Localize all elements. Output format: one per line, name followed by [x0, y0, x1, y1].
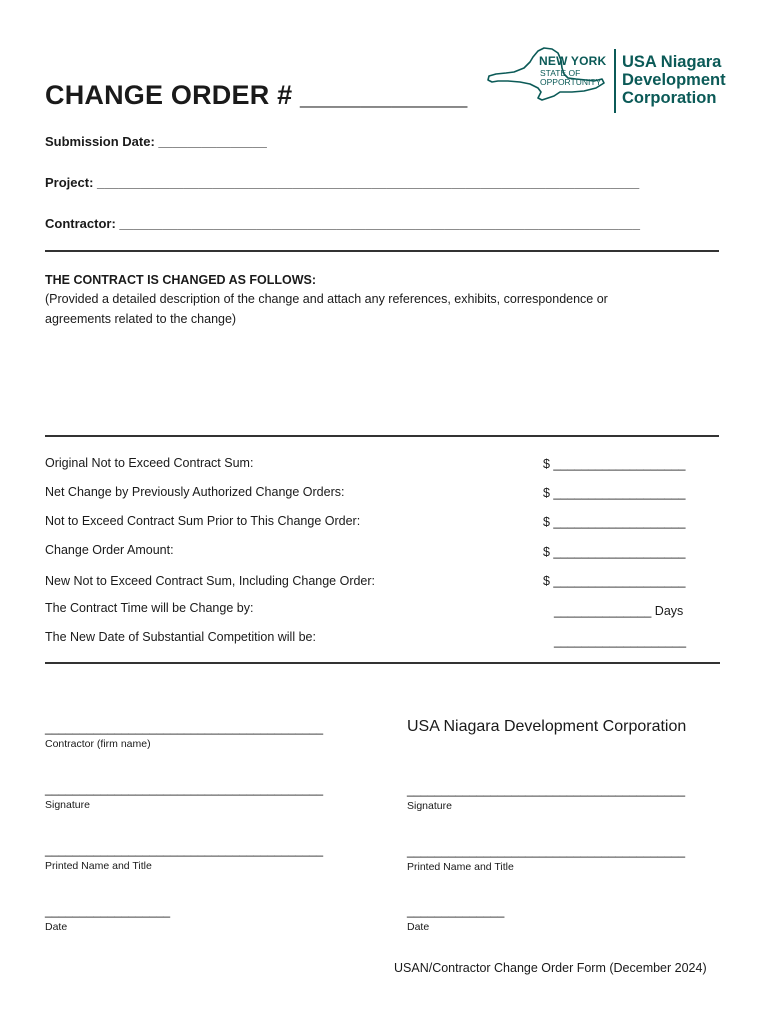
project-field[interactable]: Project: ___________________________________________________________________________ — [45, 175, 640, 190]
form-footer: USAN/Contractor Change Order Form (December 2024) — [394, 961, 707, 975]
contractor-printed-name-label: Printed Name and Title — [45, 860, 152, 872]
prior-sum-label: Not to Exceed Contract Sum Prior to This Change Order: — [45, 514, 361, 528]
contractor-date-line[interactable]: __________________ — [45, 904, 171, 918]
divider-top — [45, 250, 719, 252]
contract-time-label: The Contract Time will be Change by: — [45, 601, 254, 615]
usan-logo: USA Niagara Development Corporation — [622, 53, 726, 107]
logo-divider — [614, 49, 616, 113]
usan-date-label: Date — [407, 921, 430, 933]
ny-tagline: STATE OF OPPORTUNITY. — [540, 68, 603, 87]
contractor-signature-label: Signature — [45, 799, 90, 811]
contract-time-field[interactable]: ______________ Days — [554, 604, 684, 618]
contractor-firm-label: Contractor (firm name) — [45, 738, 151, 750]
original-sum-label: Original Not to Exceed Contract Sum: — [45, 456, 254, 470]
change-order-amount-label: Change Order Amount: — [45, 543, 174, 557]
completion-date-field[interactable]: ___________________ — [554, 634, 687, 648]
usan-printed-name-label: Printed Name and Title — [407, 861, 514, 873]
contractor-field[interactable]: Contractor: ________________________________________________________________________ — [45, 216, 640, 231]
contractor-firm-line[interactable]: ________________________________________ — [45, 721, 324, 735]
submission-date-field[interactable]: Submission Date: _______________ — [45, 134, 267, 149]
description-heading: THE CONTRACT IS CHANGED AS FOLLOWS: — [45, 273, 317, 287]
usan-org-name: USA Niagara Development Corporation — [407, 718, 687, 735]
page-title: CHANGE ORDER # ___________ — [45, 80, 468, 110]
usan-printed-name-line[interactable]: ________________________________________ — [407, 844, 686, 858]
usan-signature-label: Signature — [407, 800, 452, 812]
divider-middle — [45, 435, 719, 437]
change-order-amount-field[interactable]: $ ___________________ — [543, 545, 686, 559]
original-sum-field[interactable]: $ ___________________ — [543, 457, 686, 471]
completion-date-label: The New Date of Substantial Competition will be: — [45, 630, 316, 644]
new-sum-label: New Not to Exceed Contract Sum, Including Change Order: — [45, 574, 376, 588]
contractor-printed-name-line[interactable]: ________________________________________ — [45, 843, 324, 857]
contractor-signature-line[interactable]: ________________________________________ — [45, 782, 324, 796]
net-change-label: Net Change by Previously Authorized Change Orders: — [45, 485, 345, 499]
description-instructions-line1: (Provided a detailed description of the change and attach any references, exhibits, correspondence or — [45, 292, 608, 306]
contractor-date-label: Date — [45, 921, 68, 933]
usan-signature-line[interactable]: ________________________________________ — [407, 783, 686, 797]
ny-wordmark: NEW YORK — [539, 54, 607, 68]
usan-date-line[interactable]: ______________ — [407, 904, 505, 918]
prior-sum-field[interactable]: $ ___________________ — [543, 515, 686, 529]
description-area[interactable] — [45, 335, 719, 430]
description-instructions-line2: agreements related to the change) — [45, 312, 237, 326]
new-sum-field[interactable]: $ ___________________ — [543, 574, 686, 588]
net-change-field[interactable]: $ ___________________ — [543, 486, 686, 500]
divider-bottom — [45, 662, 720, 664]
